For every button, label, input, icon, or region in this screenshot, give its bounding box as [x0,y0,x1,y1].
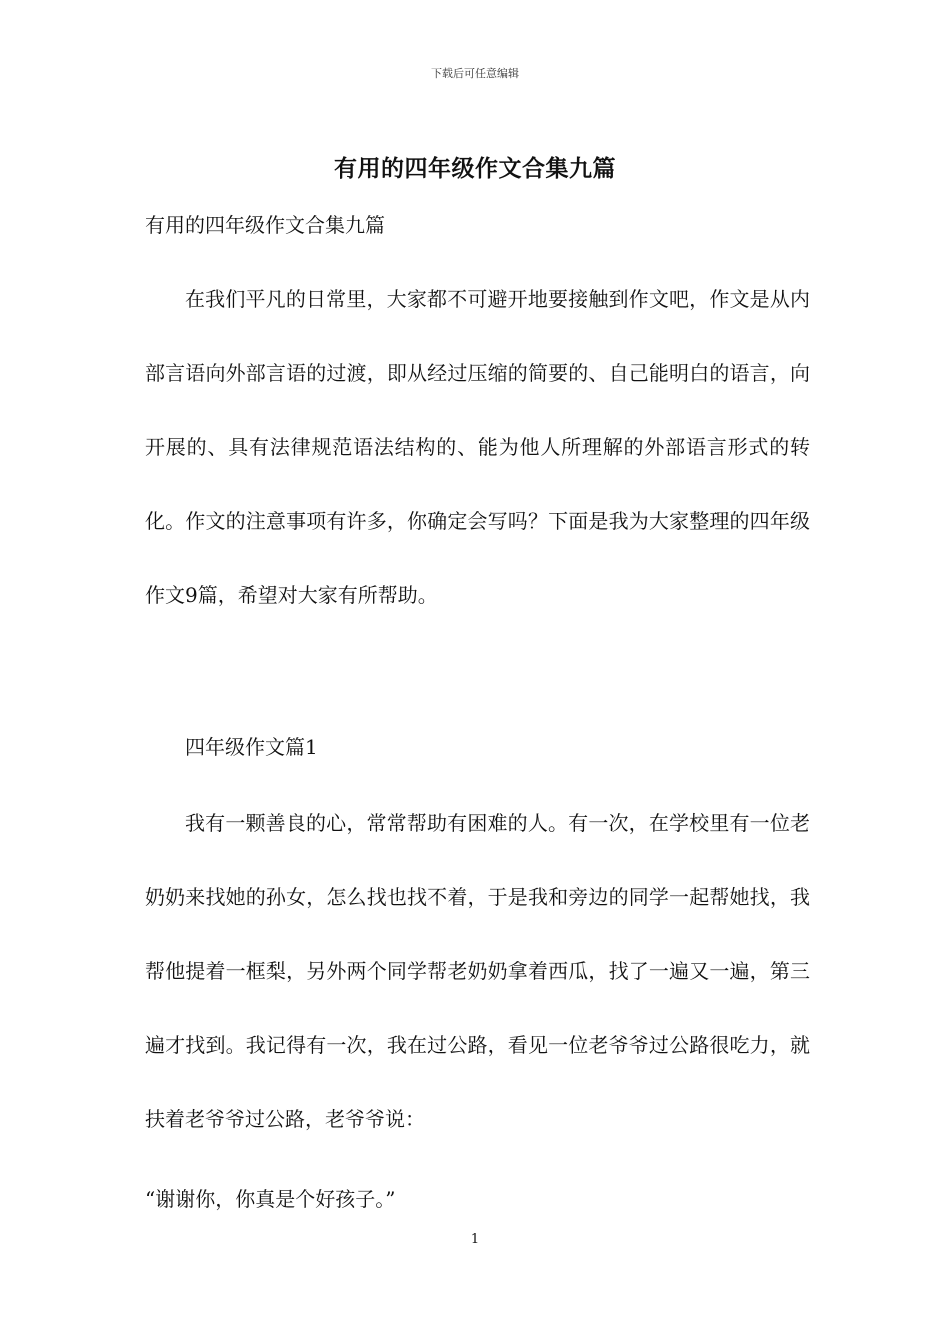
quote-line: “谢谢你，你真是个好孩子。” [145,1187,396,1211]
intro-paragraph: 在我们平凡的日常里，大家都不可避开地要接触到作文吧，作文是从内部言语向外部言语的过渡，即从经过压缩的简要的、自己能明白的语言，向开展的、具有法律规范语法结构的、能为他人所理解的外部语言形式的转化。作文的注意事项有许多，你确定会写吗？下面是我为大家整理的四年级作文9篇，希望对大家有所帮助。 [145,287,810,607]
section-paragraph: 我有一颗善良的心，常常帮助有困难的人。有一次，在学校里有一位老奶奶来找她的孙女，怎么找也找不着，于是我和旁边的同学一起帮她找，我帮他提着一框梨，另外两个同学帮老奶奶拿着西瓜，找了一遍又一遍，第三遍才找到。我记得有一次，我在过公路，看见一位老爷爷过公路很吃力，就扶着老爷爷过公路，老爷爷说： [145,811,810,1131]
document-title: 有用的四年级作文合集九篇 [334,155,616,182]
document-subtitle: 有用的四年级作文合集九篇 [145,213,385,237]
page-number: 1 [470,1232,480,1247]
page-header-note: 下载后可任意编辑 [431,67,519,80]
section-heading: 四年级作文篇1 [185,735,318,759]
